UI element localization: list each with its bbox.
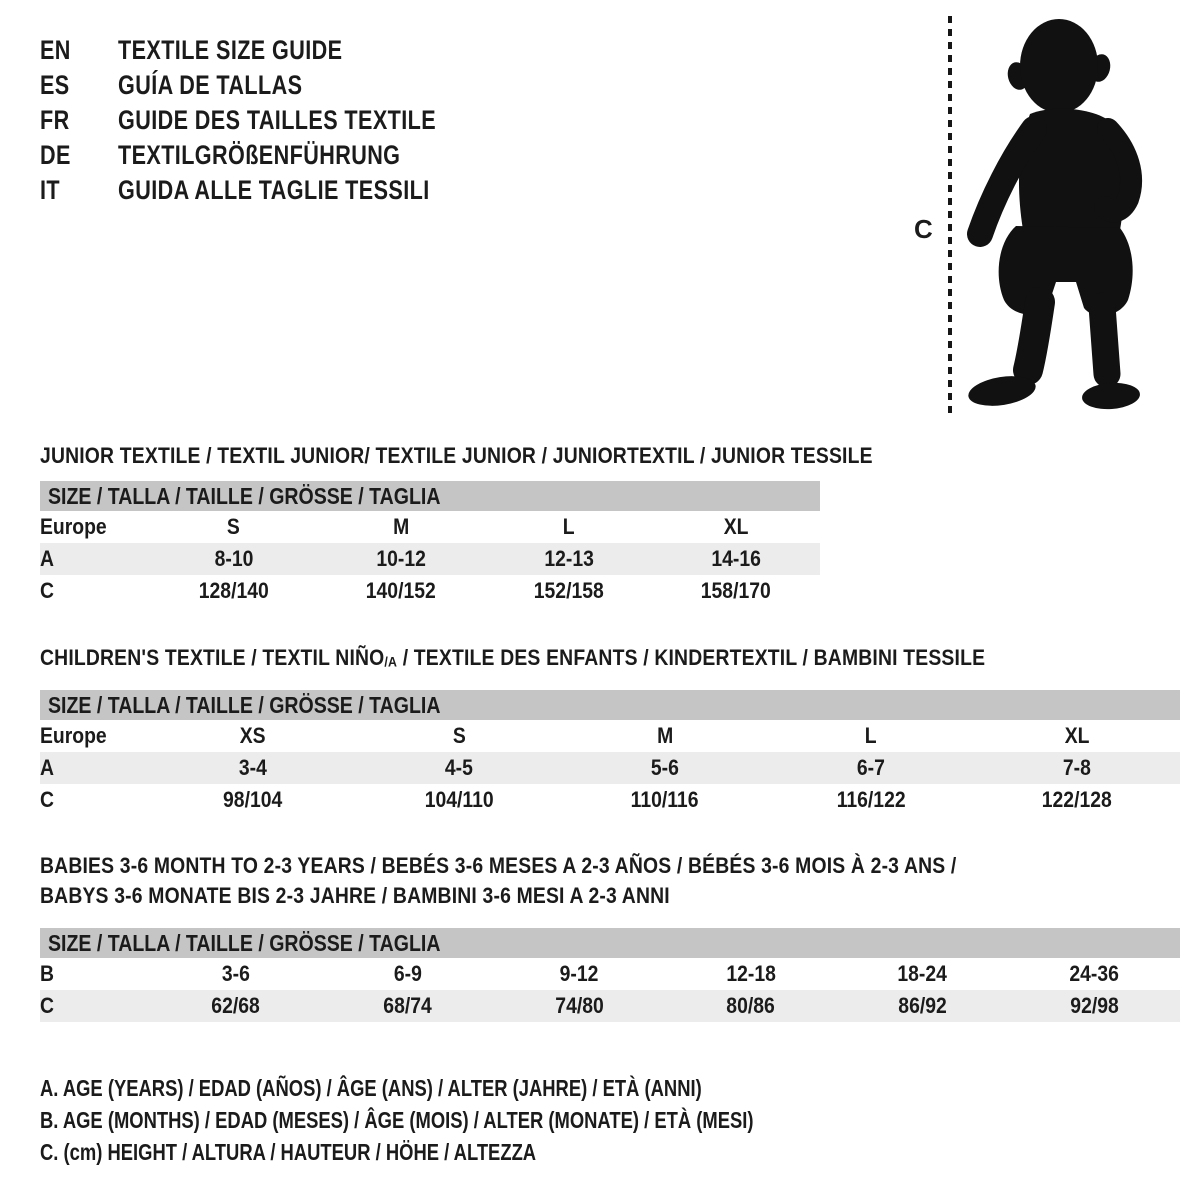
junior-size-header-band: SIZE / TALLA / TAILLE / GRÖSSE / TAGLIA	[40, 481, 820, 511]
measurement-legend	[40, 1072, 932, 1168]
children-row-height-cm	[40, 784, 1180, 816]
junior-row-europe	[40, 511, 820, 543]
age-cell: 10-12	[376, 546, 427, 571]
height-cell: 98/104	[223, 787, 283, 812]
age-cell: 12-13	[543, 546, 594, 571]
age-cell: 6-7	[857, 755, 885, 780]
language-row-en	[40, 33, 516, 68]
language-guide-title: GUIDE DES TAILLES TEXTILE	[118, 105, 437, 135]
language-guide-title: GUÍA DE TALLAS	[118, 70, 303, 100]
size-cell: L	[865, 723, 877, 748]
row-label: Europe	[40, 723, 107, 748]
height-cell: 104/110	[424, 787, 494, 812]
language-row-de	[40, 138, 516, 173]
height-cell: 92/98	[1069, 993, 1119, 1018]
row-label: B	[40, 961, 54, 986]
height-cell: 62/68	[211, 993, 261, 1018]
children-size-header-band: SIZE / TALLA / TAILLE / GRÖSSE / TAGLIA	[40, 690, 1180, 720]
row-label: A	[40, 546, 54, 571]
size-cell: S	[227, 514, 241, 539]
height-cell: 158/170	[701, 578, 772, 603]
size-cell: XS	[240, 723, 266, 748]
toddler-silhouette	[950, 14, 1150, 414]
babies-size-header-band: SIZE / TALLA / TAILLE / GRÖSSE / TAGLIA	[40, 928, 1180, 958]
row-label: C	[40, 993, 54, 1018]
language-row-es	[40, 68, 516, 103]
height-cell: 140/152	[366, 578, 437, 603]
age-cell: 6-9	[393, 961, 422, 986]
children-section-title: CHILDREN'S TEXTILE / TEXTIL NIÑO/A / TEXTILE DES ENFANTS / KINDERTEXTIL / BAMBINI TESSILE	[40, 645, 986, 670]
age-cell: 12-18	[726, 961, 776, 986]
height-cell: 128/140	[198, 578, 269, 603]
junior-row-height-cm	[40, 575, 820, 607]
height-cell: 86/92	[898, 993, 947, 1018]
size-cell: L	[562, 514, 575, 539]
age-cell: 4-5	[445, 755, 473, 780]
row-label: C	[40, 787, 54, 812]
language-row-it	[40, 173, 516, 208]
age-cell: 9-12	[559, 961, 599, 986]
size-cell: S	[452, 723, 466, 748]
language-code: EN	[40, 35, 71, 65]
age-cell: 7-8	[1063, 755, 1091, 780]
age-cell: 3-4	[239, 755, 267, 780]
language-guide-title: TEXTILGRÖßENFÜHRUNG	[118, 140, 401, 170]
size-cell: XL	[723, 514, 749, 539]
height-cell: 116/122	[836, 787, 906, 812]
age-cell: 14-16	[711, 546, 762, 571]
junior-section-title: JUNIOR TEXTILE / TEXTIL JUNIOR/ TEXTILE JUNIOR / JUNIORTEXTIL / JUNIOR TESSILE	[40, 443, 873, 468]
babies-row-height-cm	[40, 990, 1180, 1022]
nino-a-subscript: /A	[384, 653, 398, 670]
size-cell: XL	[1064, 723, 1090, 748]
babies-row-age-months	[40, 958, 1180, 990]
height-cell: 122/128	[1042, 787, 1112, 812]
height-cell: 110/116	[631, 787, 699, 812]
age-cell: 8-10	[214, 546, 254, 571]
junior-row-age-years	[40, 543, 820, 575]
size-cell: M	[393, 514, 410, 539]
row-label: C	[40, 578, 54, 603]
language-guide-title: TEXTILE SIZE GUIDE	[118, 35, 343, 65]
age-cell: 24-36	[1069, 961, 1119, 986]
height-cell: 68/74	[383, 993, 432, 1018]
language-guide-title: GUIDA ALLE TAGLIE TESSILI	[118, 175, 430, 205]
legend-age-years: A. AGE (YEARS) / EDAD (AÑOS) / ÂGE (ANS) / ALTER (JAHRE) / ETÀ (ANNI)	[40, 1074, 702, 1101]
legend-age-months: B. AGE (MONTHS) / EDAD (MESES) / ÂGE (MOIS) / ALTER (MONATE) / ETÀ (MESI)	[40, 1106, 754, 1133]
language-code: FR	[40, 105, 70, 135]
age-cell: 18-24	[897, 961, 948, 986]
row-label: Europe	[40, 514, 107, 539]
size-cell: M	[656, 723, 674, 748]
height-cell: 152/158	[533, 578, 604, 603]
age-cell: 3-6	[221, 961, 250, 986]
legend-height-cm: C. (cm) HEIGHT / ALTURA / HAUTEUR / HÖHE / ALTEZZA	[40, 1138, 537, 1165]
language-title-list	[40, 33, 516, 208]
row-label: A	[40, 755, 54, 780]
language-row-fr	[40, 103, 516, 138]
height-cell: 80/86	[726, 993, 776, 1018]
babies-section-title: BABIES 3-6 MONTH TO 2-3 YEARS / BEBÉS 3-6 MESES A 2-3 AÑOS / BÉBÉS 3-6 MOIS À 2-3 ANS / BABYS 3-6 MONATE BIS 2-3 JAHRE / BAMBINI 3-6 MESI A 2-3 ANNI	[40, 853, 957, 908]
language-code: IT	[40, 175, 60, 205]
height-measure-label: C	[914, 214, 933, 244]
language-code: DE	[40, 140, 71, 170]
height-cell: 74/80	[554, 993, 604, 1018]
language-code: ES	[40, 70, 70, 100]
age-cell: 5-6	[651, 755, 679, 780]
children-row-age-years	[40, 752, 1180, 784]
children-row-europe	[40, 720, 1180, 752]
